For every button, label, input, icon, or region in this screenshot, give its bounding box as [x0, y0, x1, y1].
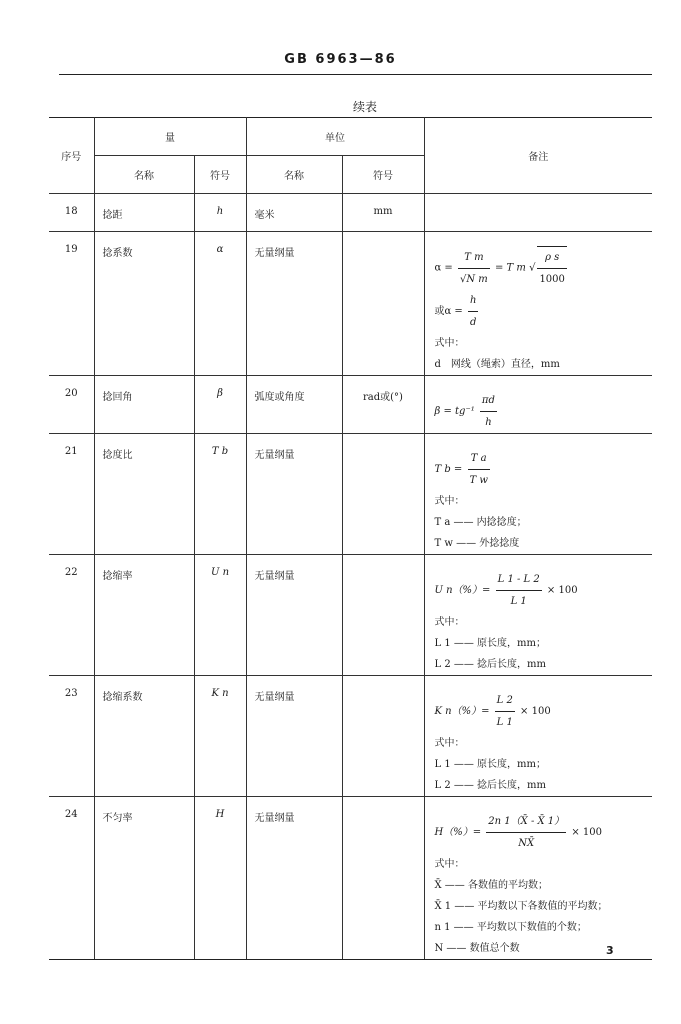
- header-rule: [59, 74, 652, 75]
- definition-line: T a —— 内捻捻度；: [434, 517, 527, 528]
- unit-name: 弧度或角度: [246, 376, 342, 434]
- quantity-name: 捻系数: [94, 232, 194, 376]
- table-row: [49, 194, 652, 232]
- header-symbol: 符号: [194, 156, 246, 194]
- quantity-symbol: h: [194, 194, 246, 232]
- definition-line: T w —— 外捻捻度: [434, 538, 520, 549]
- quantity-name: 捻缩系数: [94, 676, 194, 797]
- unit-name: 无量纲量: [246, 676, 342, 797]
- table-subtitle: 续表: [352, 100, 377, 114]
- unit-name: 无量纲量: [246, 232, 342, 376]
- header-unit: 单位: [246, 118, 424, 156]
- row-number: 18: [49, 194, 94, 232]
- row-number: 21: [49, 434, 94, 555]
- quantity-name: 不匀率: [94, 797, 194, 960]
- quantity-name: 捻缩率: [94, 555, 194, 676]
- fraction: $\frac{\pi d}{h}$: [480, 390, 497, 433]
- definition-line: X̄ —— 各数值的平均数；: [434, 880, 548, 891]
- definition-line: n 1 —— 平均数以下数值的个数；: [434, 922, 587, 933]
- quantity-symbol: β: [194, 376, 246, 434]
- formula: H（%）= $\frac{2n 1(X̄ - X̄ 1)}{NX̄}$ × 100: [435, 811, 653, 854]
- fraction: $\frac{L 1 - L 2}{L 1}$: [496, 569, 542, 612]
- fraction: $\frac{\text{T m}}{\text{√N m}}$: [458, 247, 490, 290]
- definition-line: L 1 —— 原长度，mm；: [434, 759, 547, 770]
- header-unit-name: 名称: [246, 156, 342, 194]
- quantity-symbol: K n: [194, 676, 246, 797]
- quantity-symbol: H: [194, 797, 246, 960]
- definition-line: L 2 —— 捻后长度，mm: [434, 780, 547, 791]
- where-label: 式中：: [434, 738, 465, 749]
- unit-symbol: [342, 676, 424, 797]
- definition-line: N —— 数值总个数: [434, 943, 520, 954]
- remarks-cell: [424, 376, 652, 434]
- row-number: 23: [49, 676, 94, 797]
- remarks-cell: [424, 434, 652, 555]
- formula: U n（%）= $\frac{L 1 - L 2}{L 1}$ × 100: [435, 569, 653, 612]
- unit-symbol: mm: [342, 194, 424, 232]
- formula: β = tg⁻¹ $\frac{\pi d}{h}$: [435, 390, 653, 433]
- quantity-name: 捻回角: [94, 376, 194, 434]
- unit-symbol: [342, 232, 424, 376]
- definition-line: X̄ 1 —— 平均数以下各数值的平均数；: [434, 901, 608, 912]
- fraction: $\frac{\text{ρ s}}{1000}$: [537, 246, 566, 290]
- quantity-name: 捻距: [94, 194, 194, 232]
- where-label: 式中：: [434, 617, 465, 628]
- formula: T b = $\frac{\text{T a}}{\text{T w}}$: [435, 448, 653, 491]
- table-row: [49, 376, 652, 434]
- remarks-cell: [424, 555, 652, 676]
- table-row: [49, 434, 652, 555]
- row-number: 19: [49, 232, 94, 376]
- row-number: 20: [49, 376, 94, 434]
- unit-name: 无量纲量: [246, 555, 342, 676]
- where-label: 式中：: [434, 496, 465, 507]
- quantity-symbol: α: [194, 232, 246, 376]
- quantity-name: 捻度比: [94, 434, 194, 555]
- table-row: [49, 676, 652, 797]
- table-row: [49, 232, 652, 376]
- header-quantity: 量: [94, 118, 246, 156]
- header-row: [49, 118, 652, 156]
- header-remarks: 备注: [424, 118, 652, 194]
- definition-line: L 2 —— 捻后长度，mm: [434, 659, 547, 670]
- where-label: 式中：: [434, 859, 465, 870]
- header-name: 名称: [94, 156, 194, 194]
- definition-line: L 1 —— 原长度，mm；: [434, 638, 547, 649]
- document-header: GB 6963—86: [284, 52, 397, 67]
- remarks-cell: [424, 676, 652, 797]
- fraction: $\frac{\text{T a}}{\text{T w}}$: [468, 448, 490, 491]
- fraction: $\frac{L 2}{L 1}$: [495, 690, 515, 733]
- remarks-cell: [424, 232, 652, 376]
- quantity-symbol: U n: [194, 555, 246, 676]
- fraction: $\frac{2n 1(X̄ - X̄ 1)}{NX̄}$: [486, 811, 566, 854]
- page-number: 3: [606, 944, 614, 957]
- header-unit-symbol: 符号: [342, 156, 424, 194]
- table-row: [49, 797, 652, 960]
- row-number: 24: [49, 797, 94, 960]
- formula: α = $\frac{\text{T m}}{\text{√N m}}$ = T m √ $\frac{\text{ρ s}}{1000}$: [435, 246, 653, 290]
- unit-name: 无量纲量: [246, 434, 342, 555]
- formula: K n（%）= $\frac{L 2}{L 1}$ × 100: [435, 690, 653, 733]
- remarks-cell: [424, 797, 652, 960]
- header-seq: 序号: [49, 118, 94, 194]
- fraction: $\frac{h}{d}$: [468, 290, 478, 333]
- unit-name: 毫米: [246, 194, 342, 232]
- definition-line: d 网线（绳索）直径，mm: [434, 359, 560, 370]
- unit-symbol: rad或(°): [342, 376, 424, 434]
- unit-symbol: [342, 434, 424, 555]
- quantities-table: [49, 117, 652, 960]
- formula: 或α = $\frac{h}{d}$: [435, 290, 653, 333]
- where-label: 式中：: [434, 338, 465, 349]
- unit-name: 无量纲量: [246, 797, 342, 960]
- quantity-symbol: T b: [194, 434, 246, 555]
- unit-symbol: [342, 797, 424, 960]
- row-number: 22: [49, 555, 94, 676]
- table-row: [49, 555, 652, 676]
- remarks-cell: [424, 194, 652, 232]
- sqrt-icon: √: [529, 262, 536, 274]
- unit-symbol: [342, 555, 424, 676]
